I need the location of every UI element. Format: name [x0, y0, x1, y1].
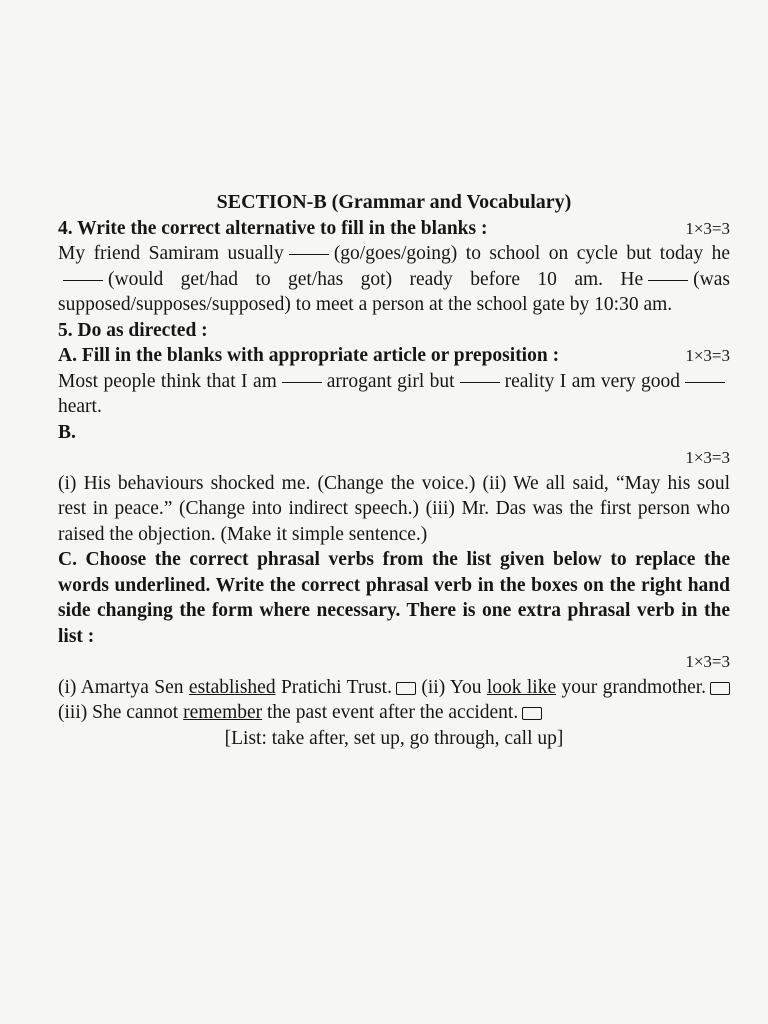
q5b-marks: 1×3=3 — [685, 448, 730, 467]
q5c-i-post: Pratichi Trust. — [280, 676, 392, 698]
q5a-blank-1 — [282, 382, 322, 383]
q5a-blank-3 — [685, 382, 725, 383]
q4-blank-3 — [648, 280, 688, 281]
q4-blank-2 — [63, 280, 103, 281]
phrasal-verb-list: [List: take after, set up, go through, call up] — [224, 727, 564, 749]
q4-text-4: (was supposed/supposes/supposed) to meet a person at the school gate by 10:30 am. — [58, 268, 730, 315]
question-page — [58, 190, 730, 751]
q5c-heading: C. Choose the correct phrasal verbs from the list given below to replace the words underlined. Write the correct phrasal verb in the boxes on the right hand side changing the form where necessary. There is one extra phrasal verb in the list : — [58, 549, 730, 647]
q5c-iii-post: the past event after the accident. — [267, 702, 519, 723]
answer-box-2[interactable] — [710, 682, 730, 695]
q5c-i-pre: (i) Amartya Sen — [58, 676, 184, 698]
q5c-ii-post: your grandmother. — [561, 676, 707, 698]
answer-box-1[interactable] — [396, 682, 416, 695]
q5c-iii-underlined: remember — [183, 702, 263, 723]
q5a-text-1: Most people think that I am — [58, 370, 277, 392]
q5a-heading: A. Fill in the blanks with appropriate article or preposition : — [58, 345, 560, 366]
q5b-body: (i) His behaviours shocked me. (Change the voice.) (ii) We all said, “May his soul rest in peace.” (Change into indirect speech.) (iii) Mr. Das was the first person who raised the objection. (Make it simple sentence.) — [58, 472, 730, 545]
q5-heading: 5. Do as directed : — [58, 319, 208, 341]
q4-heading-row — [58, 216, 730, 242]
q5a-blank-2 — [460, 382, 500, 383]
q5c-marks-row — [58, 649, 730, 675]
q4-text-1: My friend Samiram usually — [58, 243, 284, 264]
q5a-heading-row — [58, 343, 730, 369]
q4-text-3: (would get/had to get/has got) ready before 10 am. He — [108, 268, 644, 290]
q4-body — [58, 241, 730, 318]
q5a-text-4: heart. — [58, 396, 102, 417]
q5a-text-2: arrogant girl but — [326, 370, 455, 392]
q4-heading: 4. Write the correct alternative to fill in the blanks : — [58, 217, 488, 239]
q5c-marks: 1×3=3 — [685, 652, 730, 671]
answer-box-3[interactable] — [522, 707, 542, 720]
q5a-marks: 1×3=3 — [685, 346, 730, 365]
q4-blank-1 — [289, 254, 329, 255]
q4-text-2: (go/goes/going) to school on cycle but today he — [333, 243, 730, 264]
q5a-text-3: reality I am very good — [504, 370, 680, 392]
q5c-body — [58, 675, 730, 726]
q5c-i-underlined: established — [188, 676, 276, 698]
q5c-iii-pre: (iii) She cannot — [58, 702, 179, 723]
section-title: SECTION-B (Grammar and Vocabulary) — [216, 191, 572, 213]
q5b-heading: B. — [58, 421, 76, 443]
q4-marks: 1×3=3 — [685, 218, 730, 238]
q5b-marks-row — [58, 445, 730, 471]
q5c-ii-pre: (ii) You — [421, 676, 482, 698]
q5c-ii-underlined: look like — [486, 676, 557, 698]
q5a-body — [58, 369, 730, 420]
